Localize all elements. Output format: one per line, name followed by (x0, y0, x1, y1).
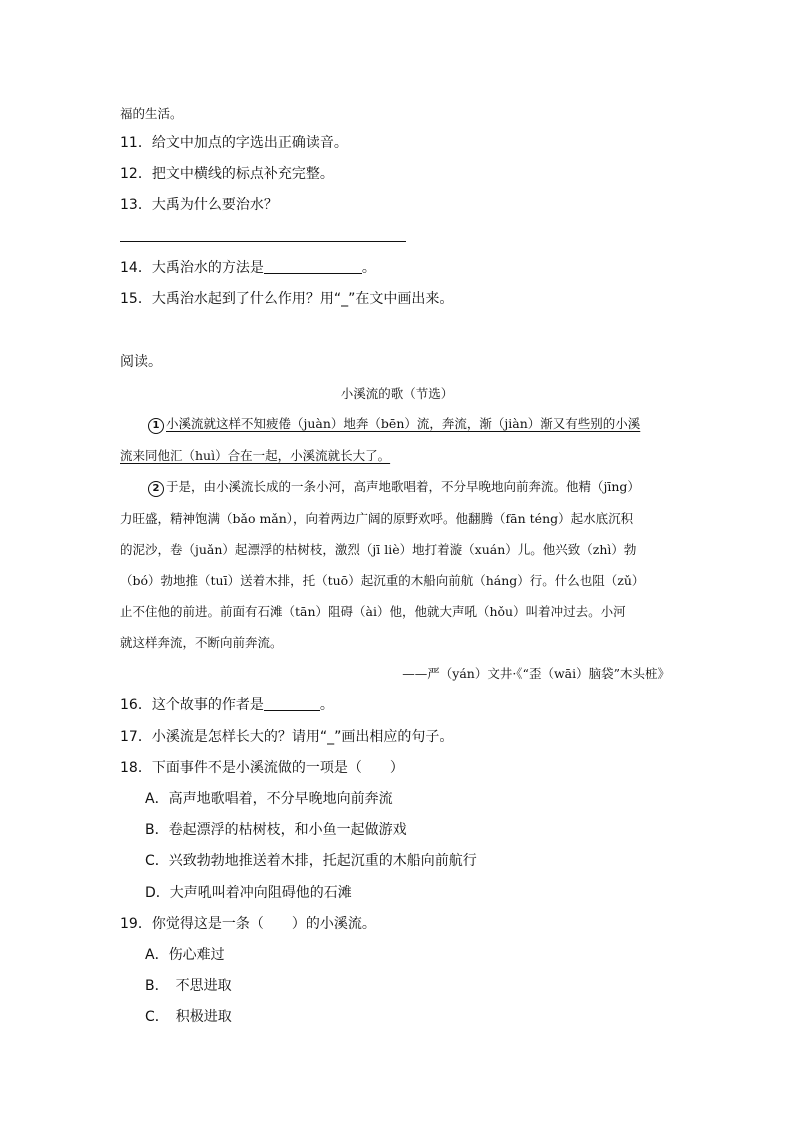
passage-p2-line6: 就这样奔流，不断向前奔流。 (120, 635, 283, 650)
option-18-a[interactable]: A．高声地歌唱着，不分早晚地向前奔流 (145, 791, 393, 807)
question-text: 大禹治水起到了什么作用？用“ (151, 291, 342, 307)
question-16 (120, 695, 334, 715)
option-18-b[interactable]: B．卷起漂浮的枯树枝，和小鱼一起做游戏 (145, 822, 407, 838)
question-text: 下面事件不是小溪流做的一项是（ ） (151, 760, 404, 776)
previous-passage-end: 福的生活。 (120, 106, 183, 121)
question-17 (120, 727, 453, 747)
question-number: 12． (120, 166, 152, 182)
question-11 (120, 133, 348, 153)
option-19-a[interactable]: A．伤心难过 (145, 947, 225, 963)
passage-p2-line1 (148, 477, 640, 497)
passage-p2-line2: 力旺盛，精神饱满（bǎo mǎn），向着两边广阔的原野欢呼。他翻腾（fān téng）起水底沉积 (120, 511, 634, 526)
passage-text: 于是，由小溪流长成的一条小河，高声地歌唱着，不分早晚地向前奔流。他精（jīng） (166, 479, 640, 494)
paragraph-number-circle: 2 (148, 481, 164, 497)
question-number: 15． (120, 291, 152, 307)
passage-title: 小溪流的歌（节选） (340, 386, 454, 401)
passage-p2-line4: （bó）勃地推（tuī）送着木排，托（tuō）起沉重的木船向前航（háng）行。什么也阻（zǔ） (120, 573, 645, 588)
question-15 (120, 289, 453, 309)
question-number: 13． (120, 197, 152, 213)
question-text: 给文中加点的字选出正确读音。 (151, 135, 348, 151)
question-suffix: ”画出相应的句子。 (334, 729, 454, 745)
question-14 (120, 258, 376, 278)
answer-line-13[interactable] (120, 241, 406, 242)
reading-label: 阅读。 (120, 354, 162, 370)
option-18-c[interactable]: C．兴致勃勃地推送着木排，托起沉重的木船向前航行 (145, 853, 477, 869)
question-suffix: ”在文中画出来。 (348, 291, 454, 307)
option-18-d[interactable]: D．大声吼叫着冲向阻碍他的石滩 (145, 885, 352, 901)
question-suffix: 。 (319, 697, 334, 713)
question-text: 把文中横线的标点补充完整。 (151, 166, 334, 182)
option-19-b[interactable]: B． 不思进取 (145, 978, 232, 994)
question-text: 大禹治水的方法是 (151, 260, 264, 276)
question-13 (120, 195, 278, 215)
question-12 (120, 164, 334, 184)
question-text: 小溪流是怎样长大的？请用“ (151, 729, 328, 745)
underlined-text: 流来同他汇（huì）合在一起，小溪流就长大了。 (120, 448, 391, 463)
passage-p2-line3: 的泥沙，卷（juǎn）起漂浮的枯树枝，激烈（jī liè）地打着漩（xuán）儿。他兴致（zhì）勃 (120, 542, 637, 557)
paragraph-number-circle: 1 (148, 418, 164, 434)
answer-blank-14[interactable] (264, 259, 362, 274)
question-text: 你觉得这是一条（ ）的小溪流。 (151, 916, 376, 932)
question-suffix: 。 (361, 260, 376, 276)
passage-p2-line5: 止不住他的前进。前面有石滩（tān）阻碍（ài）他，他就大声吼（hǒu）叫着冲过去。小河 (120, 604, 626, 619)
underline-mark: _ (341, 291, 349, 307)
question-number: 17． (120, 729, 152, 745)
passage-p1-line1 (148, 414, 640, 434)
passage-p1-line2 (120, 446, 390, 466)
question-number: 18． (120, 760, 152, 776)
question-number: 19． (120, 916, 152, 932)
option-19-c[interactable]: C． 积极进取 (145, 1009, 232, 1025)
underline-mark: _ (327, 729, 335, 745)
question-19 (120, 914, 376, 934)
question-text: 这个故事的作者是 (151, 697, 264, 713)
question-number: 11． (120, 135, 152, 151)
underlined-text: 小溪流就这样不知疲倦（juàn）地奔（bēn）流，奔流，渐（jiàn）渐又有些别的小溪 (166, 416, 641, 431)
answer-blank-16[interactable] (264, 696, 320, 711)
question-text: 大禹为什么要治水？ (151, 197, 278, 213)
passage-source: ——严（yán）文井·《“歪（wāi）脑袋”木头桩》 (402, 666, 670, 681)
question-18 (120, 758, 404, 778)
question-number: 14． (120, 260, 152, 276)
question-number: 16． (120, 697, 152, 713)
